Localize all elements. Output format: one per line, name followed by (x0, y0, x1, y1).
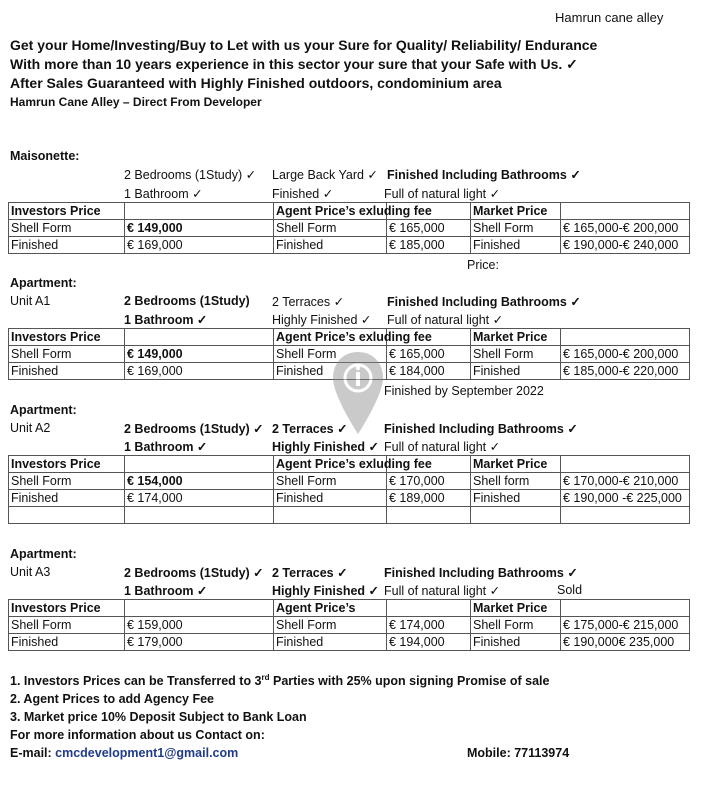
table-header: Agent Price’s (274, 600, 387, 617)
feature: Full of natural light ✓ (384, 584, 501, 598)
section-type-label: Apartment: (10, 403, 77, 417)
table-cell: Shell Form (274, 617, 387, 634)
table-header (561, 329, 690, 346)
map-pin-watermark-icon (330, 350, 386, 436)
table-cell: € 169,000 (125, 237, 274, 254)
table-header (125, 600, 274, 617)
table-cell: Shell Form (274, 473, 387, 490)
note-1-text-end: Parties with 25% upon signing Promise of sale (269, 674, 550, 689)
table-cell (9, 507, 125, 524)
table-header (561, 203, 690, 220)
table-header: Agent Price’s exluding fee (274, 203, 387, 220)
table-cell: Shell Form (471, 617, 561, 634)
table-header: Market Price (471, 203, 561, 220)
unit-label: Unit A1 (10, 294, 51, 308)
table-header: Investors Price (9, 600, 125, 617)
table-cell: € 190,000 -€ 225,000 (561, 490, 690, 507)
section-type-label: Apartment: (10, 276, 77, 290)
feature: Highly Finished ✓ (272, 440, 380, 454)
table-cell: € 189,000 (387, 490, 471, 507)
table-header: Investors Price (9, 329, 125, 346)
table-cell (561, 507, 690, 524)
email-label: E-mail: (10, 746, 56, 760)
feature: 1 Bathroom ✓ (124, 313, 208, 327)
table-cell: € 149,000 (125, 346, 274, 363)
note-2: 2. Agent Prices to add Agency Fee (10, 692, 214, 706)
contact-heading: For more information about us Contact on: (10, 728, 265, 742)
table-cell: Finished (274, 363, 387, 380)
table-cell: Finished (274, 634, 387, 651)
feature: Full of natural light ✓ (384, 440, 501, 454)
table-header-row (9, 203, 690, 220)
table-header (387, 600, 471, 617)
feature: 1 Bathroom ✓ (124, 584, 208, 598)
feature: 2 Terraces ✓ (272, 295, 345, 309)
table-cell: € 179,000 (125, 634, 274, 651)
location-tag: Hamrun cane alley (555, 10, 664, 25)
section-type-label: Apartment: (10, 547, 77, 561)
table-cell: Finished (471, 634, 561, 651)
table-cell: € 190,000-€ 240,000 (561, 237, 690, 254)
feature: 2 Terraces ✓ (272, 422, 348, 436)
feature: Finished Including Bathrooms ✓ (387, 168, 581, 182)
table-header: Market Price (471, 329, 561, 346)
table-header (561, 600, 690, 617)
table-row (9, 617, 690, 634)
table-header: Investors Price (9, 203, 125, 220)
status-badge: Sold (557, 583, 583, 597)
table-cell: Shell Form (9, 617, 125, 634)
table-cell: Shell Form (9, 346, 125, 363)
feature: Full of natural light ✓ (384, 187, 501, 201)
price-table (8, 455, 690, 524)
note-1 (10, 673, 549, 688)
table-row (9, 490, 690, 507)
feature: Full of natural light ✓ (387, 313, 504, 327)
table-header (125, 329, 274, 346)
table-cell: € 170,000 (387, 473, 471, 490)
table-cell: Shell Form (274, 346, 387, 363)
table-cell: Shell Form (471, 346, 561, 363)
table-cell: Finished (9, 490, 125, 507)
table-cell: € 165,000 (387, 346, 471, 363)
feature: Finished Including Bathrooms ✓ (384, 422, 578, 436)
table-row (9, 507, 690, 524)
table-row (9, 473, 690, 490)
table-header: Market Price (471, 600, 561, 617)
table-cell: € 190,000€ 235,000 (561, 634, 690, 651)
feature: 2 Bedrooms (1Study) ✓ (124, 422, 264, 436)
email-line (10, 746, 238, 760)
table-cell: € 185,000-€ 220,000 (561, 363, 690, 380)
table-cell: € 170,000-€ 210,000 (561, 473, 690, 490)
table-header: Agent Price’s exluding fee (274, 329, 387, 346)
feature: Finished Including Bathrooms ✓ (384, 566, 578, 580)
table-cell (125, 507, 274, 524)
table-cell: Shell Form (471, 220, 561, 237)
table-cell: € 165,000-€ 200,000 (561, 346, 690, 363)
table-cell: € 149,000 (125, 220, 274, 237)
table-cell: Shell Form (274, 220, 387, 237)
table-cell: Shell form (471, 473, 561, 490)
table-cell: Finished (471, 490, 561, 507)
table-cell: € 185,000 (387, 237, 471, 254)
table-cell: Finished (274, 237, 387, 254)
table-header (125, 456, 274, 473)
feature: Finished Including Bathrooms ✓ (387, 295, 581, 309)
table-cell: € 174,000 (125, 490, 274, 507)
table-header-row (9, 456, 690, 473)
headline-line-2: With more than 10 years experience in this sector your sure that your Safe with Us. ✓ (10, 56, 578, 72)
email-link[interactable]: cmcdevelopment1@gmail.com (55, 746, 239, 760)
table-cell: Finished (9, 634, 125, 651)
section-note: Finished by September 2022 (384, 384, 544, 398)
table-row (9, 220, 690, 237)
table-row (9, 634, 690, 651)
feature: 2 Bedrooms (1Study) ✓ (124, 168, 257, 182)
table-cell: € 174,000 (387, 617, 471, 634)
feature: 2 Terraces ✓ (272, 566, 348, 580)
table-cell: Finished (9, 363, 125, 380)
table-cell: Finished (9, 237, 125, 254)
price-table (8, 202, 690, 254)
headline-line-1: Get your Home/Investing/Buy to Let with us your Sure for Quality/ Reliability/ Endurance (10, 37, 598, 53)
headline-line-3: After Sales Guaranteed with Highly Finished outdoors, condominium area (10, 75, 502, 91)
note-3: 3. Market price 10% Deposit Subject to Bank Loan (10, 710, 307, 724)
table-cell: € 194,000 (387, 634, 471, 651)
table-header-row (9, 600, 690, 617)
note-1-sup: rd (261, 673, 270, 682)
table-header-row (9, 329, 690, 346)
feature: Large Back Yard ✓ (272, 168, 378, 182)
table-cell (387, 507, 471, 524)
table-cell (471, 507, 561, 524)
section-note: Price: (467, 258, 499, 272)
table-header: Agent Price’s exluding fee (274, 456, 387, 473)
table-header: Market Price (471, 456, 561, 473)
feature: 2 Bedrooms (1Study) (124, 294, 250, 308)
table-cell: Finished (471, 237, 561, 254)
table-cell (274, 507, 387, 524)
table-cell: Shell Form (9, 473, 125, 490)
feature: Highly Finished ✓ (272, 313, 372, 327)
unit-label: Unit A2 (10, 421, 51, 435)
feature: 2 Bedrooms (1Study) ✓ (124, 566, 264, 580)
table-cell: € 165,000 (387, 220, 471, 237)
table-cell: € 169,000 (125, 363, 274, 380)
headline-line-4: Hamrun Cane Alley – Direct From Developer (10, 95, 262, 109)
section-type-label: Maisonette: (10, 149, 80, 163)
feature: 1 Bathroom ✓ (124, 187, 203, 201)
table-header (561, 456, 690, 473)
table-header: Investors Price (9, 456, 125, 473)
table-cell: € 154,000 (125, 473, 274, 490)
table-header (125, 203, 274, 220)
unit-label: Unit A3 (10, 565, 51, 579)
feature: 1 Bathroom ✓ (124, 440, 208, 454)
table-cell: € 165,000-€ 200,000 (561, 220, 690, 237)
table-cell: Finished (274, 490, 387, 507)
table-cell: Finished (471, 363, 561, 380)
feature: Highly Finished ✓ (272, 584, 380, 598)
table-row (9, 237, 690, 254)
note-1-text: 1. Investors Prices can be Transferred to 3 (10, 674, 262, 689)
table-cell: € 184,000 (387, 363, 471, 380)
price-table (8, 599, 690, 651)
table-cell: Shell Form (9, 220, 125, 237)
mobile-number: Mobile: 77113974 (467, 746, 570, 760)
table-cell: € 175,000-€ 215,000 (561, 617, 690, 634)
feature: Finished ✓ (272, 187, 334, 201)
table-cell: € 159,000 (125, 617, 274, 634)
